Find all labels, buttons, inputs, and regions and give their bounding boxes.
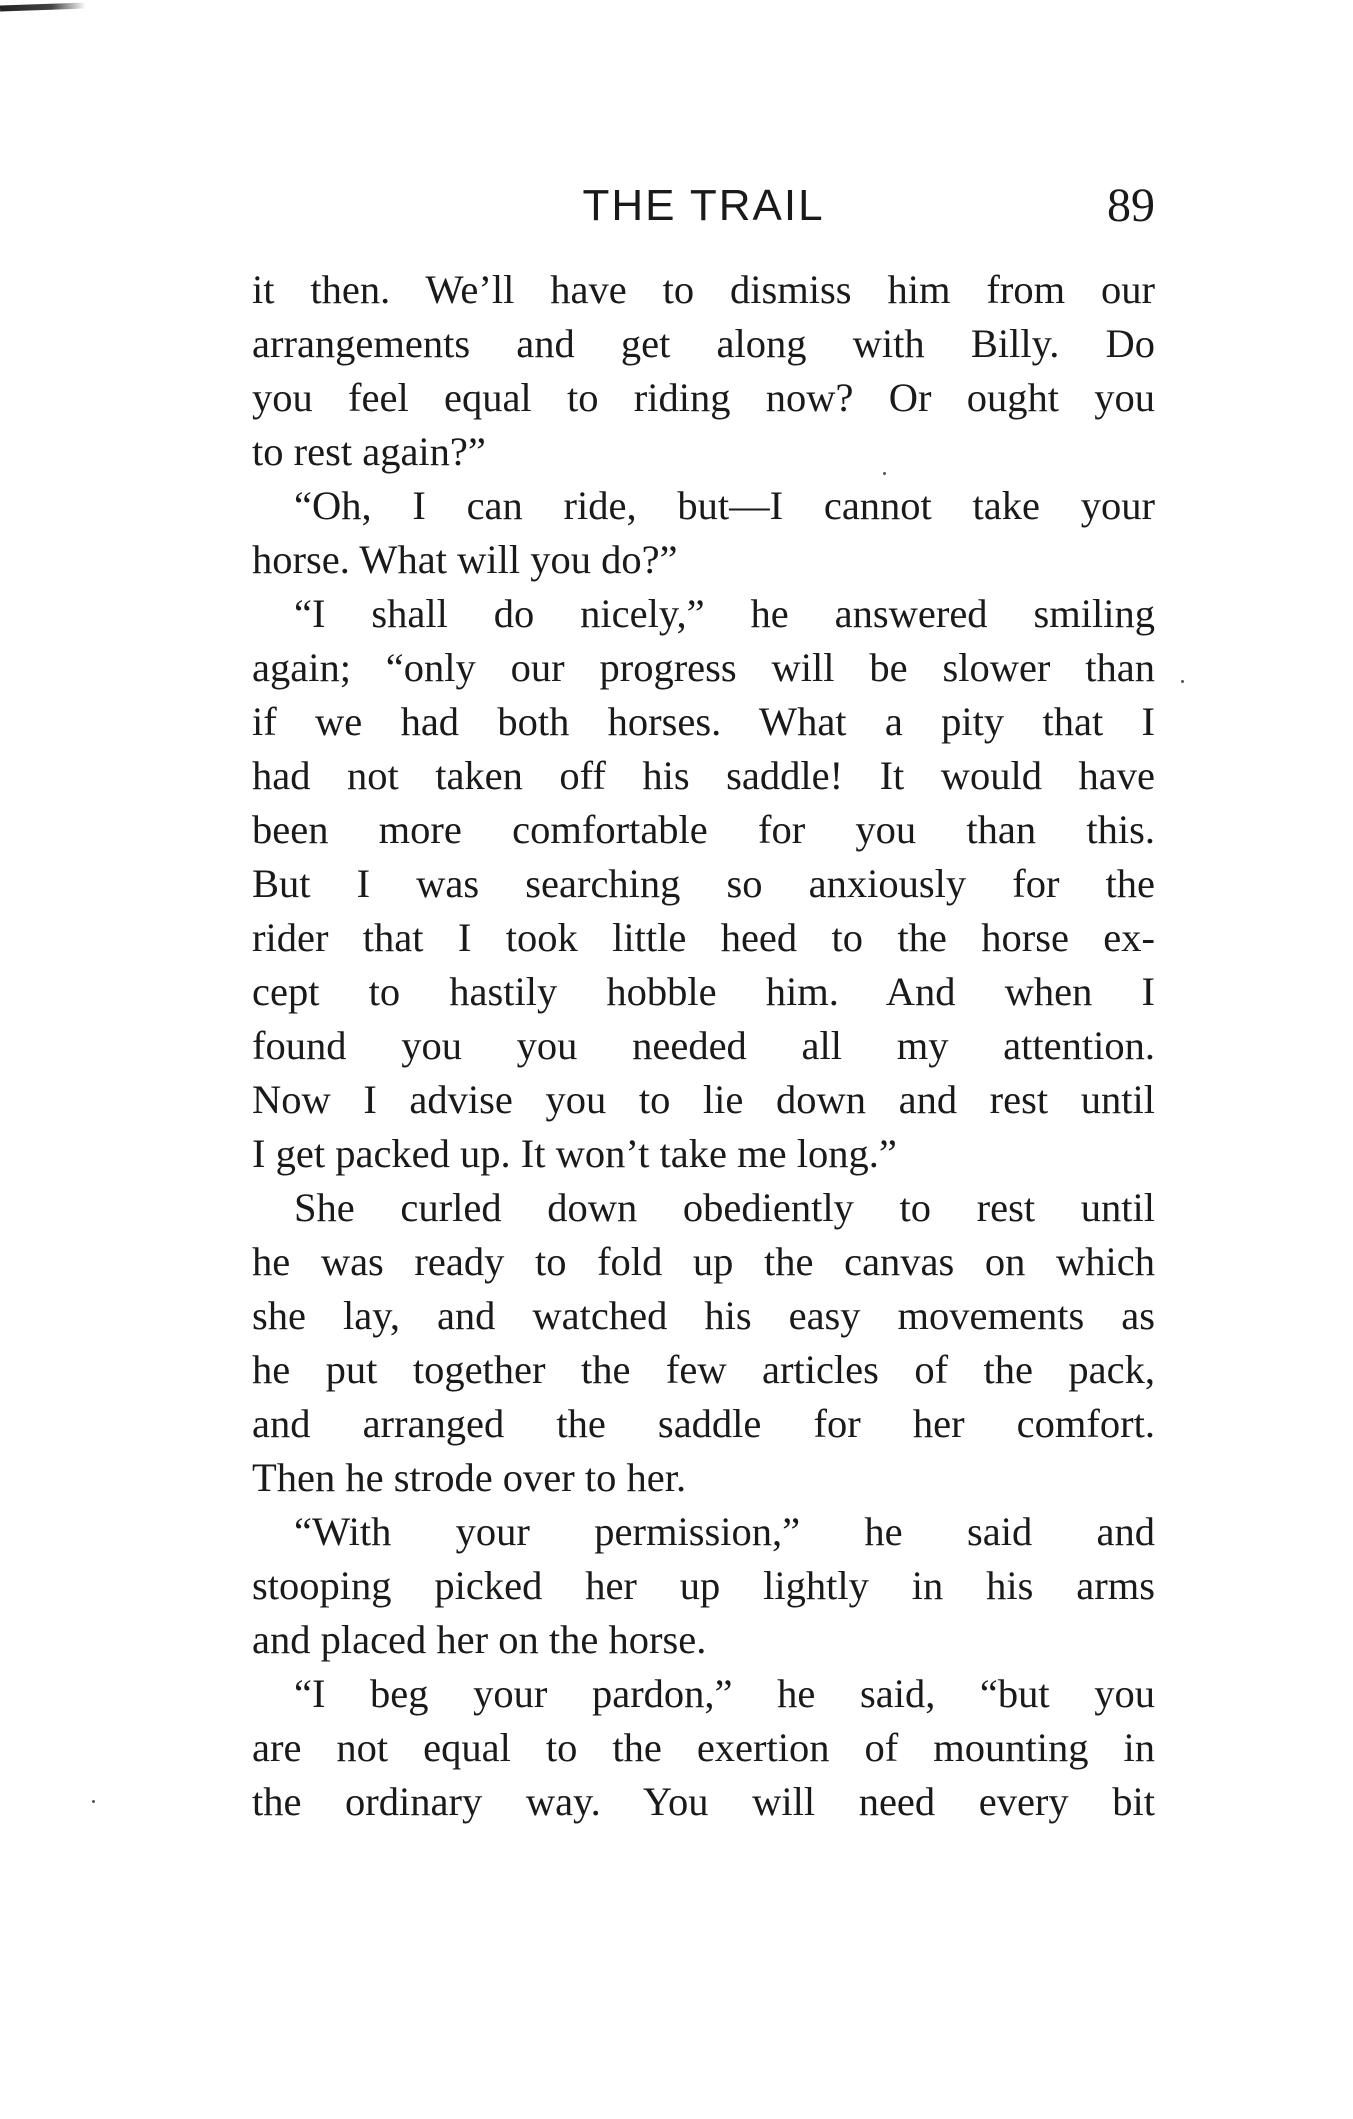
text-line: she lay, and watched his easy movements as bbox=[252, 1293, 1155, 1338]
text-line: “I shall do nicely,” he answered smiling bbox=[294, 591, 1155, 636]
page-header bbox=[252, 176, 1155, 236]
text-line: rider that I took little heed to the horse ex- bbox=[252, 915, 1155, 960]
text-line: if we had both horses. What a pity that I bbox=[252, 699, 1155, 744]
print-speck bbox=[1181, 680, 1184, 683]
text-line: She curled down obediently to rest until bbox=[294, 1185, 1155, 1230]
text-line: the ordinary way. You will need every bit bbox=[252, 1779, 1155, 1824]
text-line: cept to hastily hobble him. And when I bbox=[252, 969, 1155, 1014]
text-line: arrangements and get along with Billy. Do bbox=[252, 321, 1155, 366]
text-line: are not equal to the exertion of mounting in bbox=[252, 1725, 1155, 1770]
text-line: he was ready to fold up the canvas on which bbox=[252, 1239, 1155, 1284]
text-line: “Oh, I can ride, but—I cannot take your bbox=[294, 483, 1155, 528]
text-line: stooping picked her up lightly in his arms bbox=[252, 1563, 1155, 1608]
running-title: THE TRAIL bbox=[582, 181, 825, 230]
text-line: to rest again?” bbox=[252, 429, 486, 474]
text-line: been more comfortable for you than this. bbox=[252, 807, 1155, 852]
text-line: horse. What will you do?” bbox=[252, 537, 678, 582]
corner-scan-mark bbox=[0, 3, 86, 12]
body-text bbox=[252, 263, 1155, 1829]
print-speck bbox=[92, 1800, 95, 1803]
text-line: Then he strode over to her. bbox=[252, 1455, 687, 1500]
text-line: But I was searching so anxiously for the bbox=[252, 861, 1155, 906]
text-line: found you you needed all my attention. bbox=[252, 1023, 1155, 1068]
text-line: and arranged the saddle for her comfort. bbox=[252, 1401, 1155, 1446]
text-line: Now I advise you to lie down and rest until bbox=[252, 1077, 1155, 1122]
text-line: “With your permission,” he said and bbox=[294, 1509, 1155, 1554]
text-line: “I beg your pardon,” he said, “but you bbox=[294, 1671, 1155, 1716]
text-line: again; “only our progress will be slower than bbox=[252, 645, 1155, 690]
print-speck bbox=[883, 472, 886, 475]
text-line: and placed her on the horse. bbox=[252, 1617, 707, 1662]
text-line: he put together the few articles of the pack, bbox=[252, 1347, 1155, 1392]
text-line: it then. We’ll have to dismiss him from our bbox=[252, 267, 1155, 312]
page-number: 89 bbox=[1107, 179, 1155, 232]
text-line: had not taken off his saddle! It would have bbox=[252, 753, 1155, 798]
text-line: I get packed up. It won’t take me long.” bbox=[252, 1131, 897, 1176]
text-line: you feel equal to riding now? Or ought you bbox=[252, 375, 1155, 420]
